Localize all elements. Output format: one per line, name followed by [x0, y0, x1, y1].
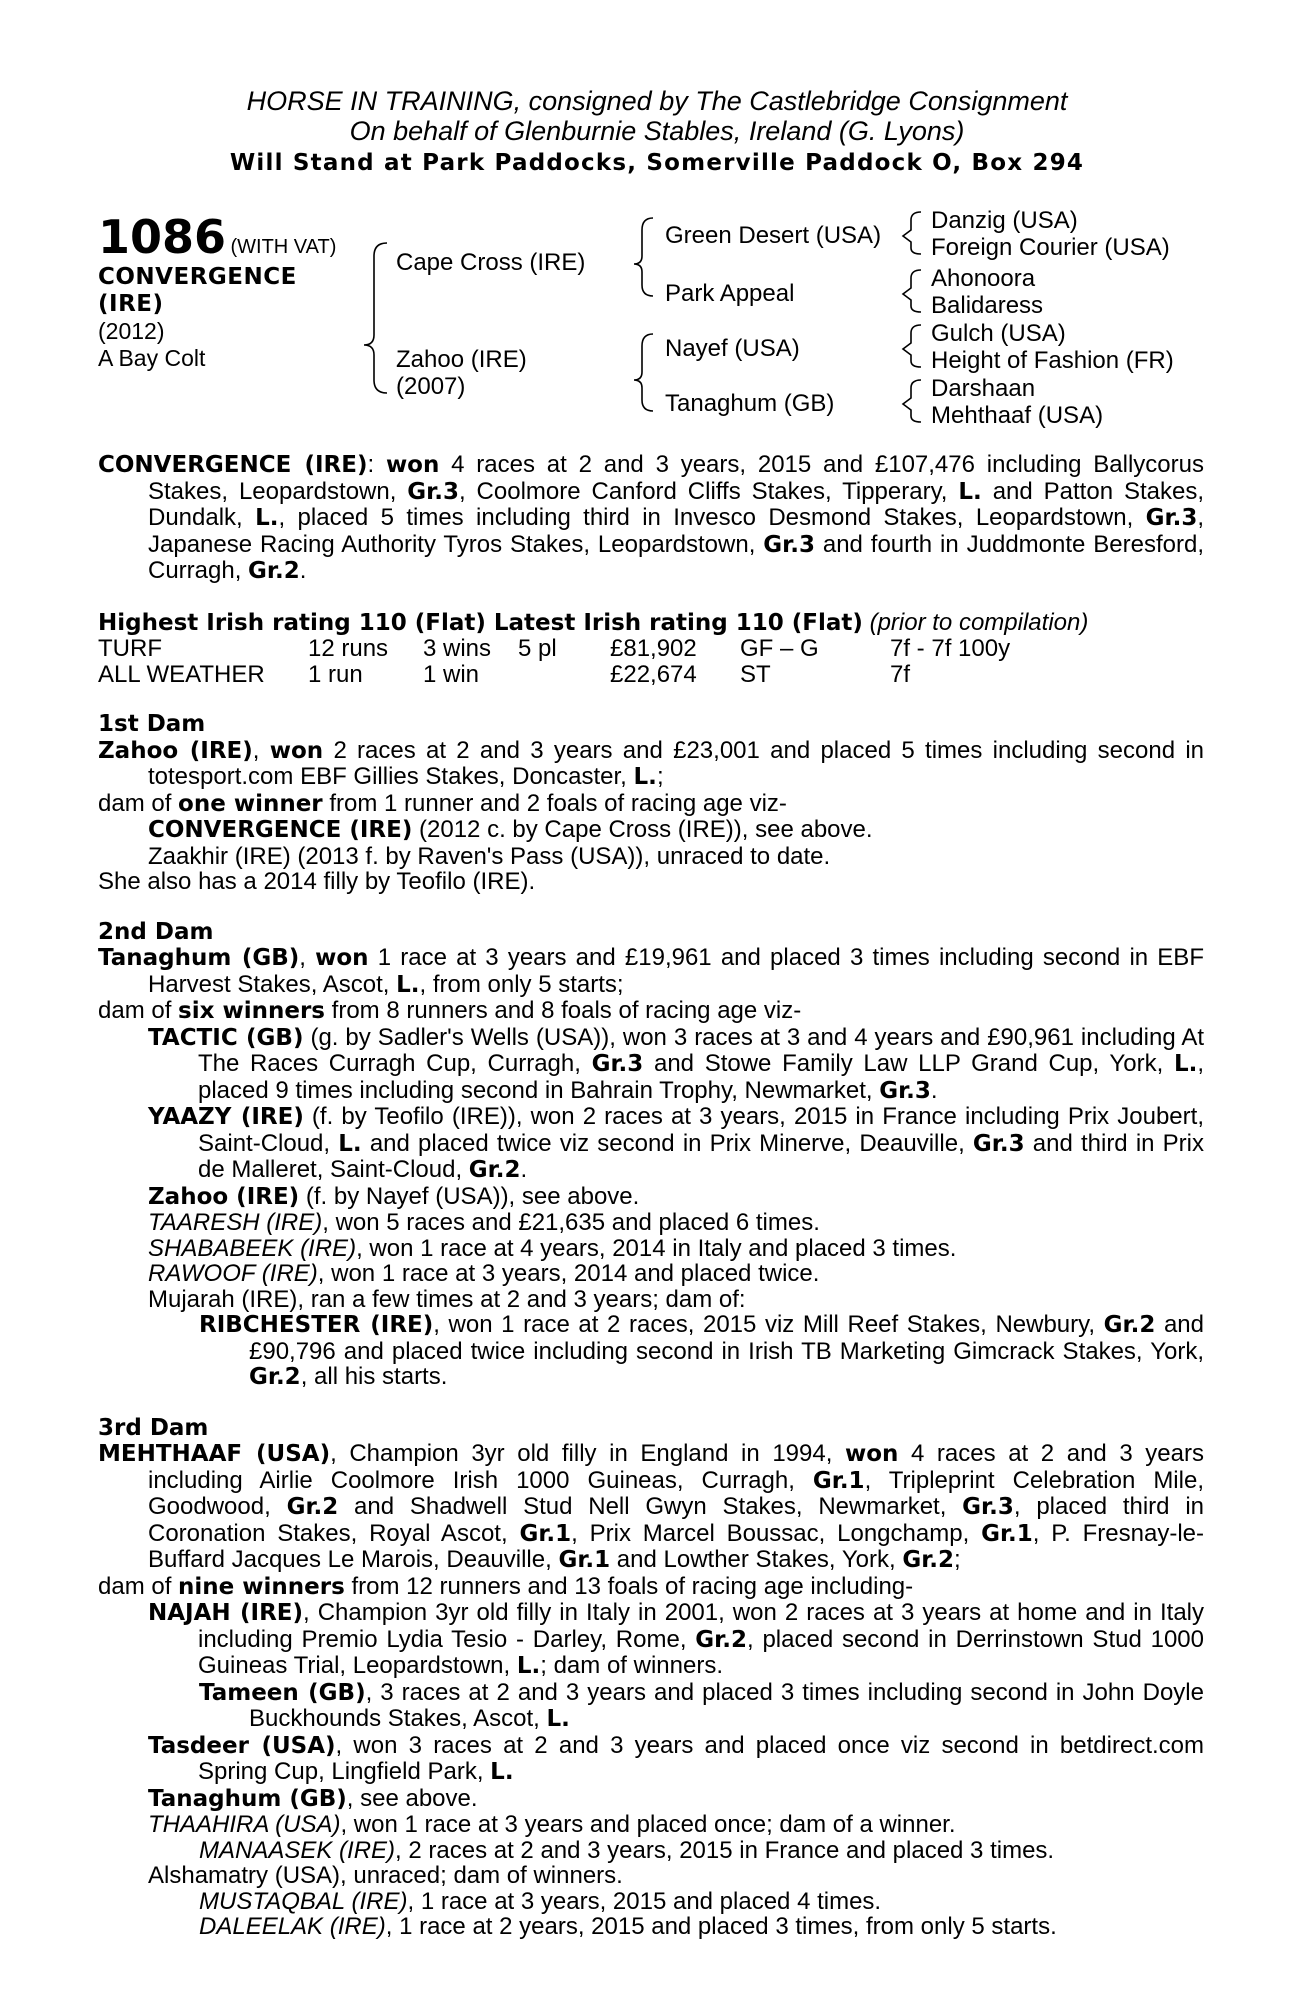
dam2-foal-rawoof: RAWOOF (IRE), won 1 race at 3 years, 2014 and placed twice.	[148, 1260, 820, 1287]
bracket-dam	[634, 334, 653, 411]
dam1-foal-2: Zaakhir (IRE) (2013 f. by Raven's Pass (USA)), unraced to date.	[148, 842, 831, 870]
pedigree-g5: Gulch (USA)	[931, 320, 1066, 347]
catalogue-body	[98, 452, 1204, 1940]
dam1-also: She also has a 2014 filly by Teofilo (IRE).	[98, 868, 536, 895]
dam3-foal-najah: NAJAH (IRE), Champion 3yr old filly in Italy in 2001, won 2 races at 3 years at home and in Italy including Premio Lydia Tesio - Darley, Rome, Gr.2, placed second in Derrinstown Stud 1000 Guineas Trial, Leopardstown, L.; dam of winners.	[148, 1599, 1204, 1679]
lot-description: A Bay Colt	[98, 345, 206, 371]
dam3-foal-thaahira: THAAHIRA (USA), won 1 race at 3 years and placed once; dam of a winner.	[148, 1811, 956, 1838]
lot-name-line-2: (IRE)	[98, 291, 164, 317]
dam2-foal-yaazy: YAAZY (IRE) (f. by Teofilo (IRE)), won 2 races at 3 years, 2015 in France including Prix Joubert, Saint-Cloud, L. and placed twice viz second in Prix Minerve, Deauville, Gr.3 and third in Prix de Malleret, Saint-Cloud, Gr.2.	[148, 1103, 1204, 1183]
summary-name: CONVERGENCE (IRE)	[98, 452, 368, 478]
lot-vat: (WITH VAT)	[230, 236, 337, 258]
dam2-foal-mujarah: Mujarah (IRE), ran a few times at 2 and 3 years; dam of:	[148, 1285, 746, 1313]
dam3-foal-alshamatry: Alshamatry (USA), unraced; dam of winners.	[148, 1862, 623, 1889]
dam3-heading: 3rd Dam	[98, 1414, 209, 1441]
pedigree-g7: Darshaan	[931, 375, 1036, 402]
pedigree-dam-year: (2007)	[396, 373, 466, 400]
bracket-g4	[903, 380, 921, 422]
lot-number: 1086	[98, 210, 227, 264]
pedigree-dam: Zahoo (IRE)	[396, 346, 527, 373]
dam3-grandfoal-manaasek: MANAASEK (IRE), 2 races at 2 and 3 years, 2015 in France and placed 3 times.	[199, 1836, 1055, 1864]
bracket-g2	[903, 270, 921, 312]
dam1-heading: 1st Dam	[98, 711, 206, 737]
ratings-row-turf: TURF 12 runs 3 wins 5 pl £81,902 GF – G 7f - 7f 100y	[98, 635, 1011, 662]
lot-year: (2012)	[98, 318, 165, 344]
bracket-g1	[903, 212, 921, 254]
pedigree-dam-sire: Nayef (USA)	[665, 335, 800, 362]
pedigree-g3: Ahonoora	[931, 265, 1036, 292]
pedigree-g4: Balidaress	[931, 292, 1044, 319]
pedigree-g6: Height of Fashion (FR)	[931, 347, 1174, 374]
header-line-3: Will Stand at Park Paddocks, Somerville Paddock O, Box 294	[229, 150, 1085, 176]
dam3-record: MEHTHAAF (USA), Champion 3yr old filly in England in 1994, won 4 races at 2 and 3 years including Airlie Coolmore Irish 1000 Guineas, Curragh, Gr.1, Tripleprint Celebration Mile, Goodwood, Gr.2 and Shadwell Stud Nell Gwyn Stakes, Newmarket, Gr.3, placed third in Coronation Stakes, Royal Ascot, Gr.1, Prix Marcel Boussac, Longchamp, Gr.1, P. Fresnay-le-Buffard Jacques Le Marois, Deauville, Gr.1 and Lowther Stakes, York, Gr.2;	[98, 1440, 1205, 1573]
dam3-produce-intro: dam of nine winners from 12 runners and 13 foals of racing age including-	[98, 1572, 914, 1600]
pedigree-dam-dam: Tanaghum (GB)	[665, 390, 835, 417]
dam2-heading: 2nd Dam	[98, 918, 214, 945]
dam2-record: Tanaghum (GB), won 1 race at 3 years and £19,961 and placed 3 times including second in EBF Harvest Stakes, Ascot, L., from only 5 starts;	[98, 944, 1204, 998]
dam3-grandfoal-tameen: Tameen (GB), 3 races at 2 and 3 years and placed 3 times including second in John Doyle Buckhounds Stakes, Ascot, L.	[199, 1678, 1204, 1732]
dam1-record: Zahoo (IRE), won 2 races at 2 and 3 years and £23,001 and placed 5 times including second in totesport.com EBF Gillies Stakes, Doncaster, L.;	[98, 736, 1205, 790]
dam1-foal-1: CONVERGENCE (IRE) (2012 c. by Cape Cross (IRE)), see above.	[148, 816, 873, 843]
dam2-foal-taaresh: TAARESH (IRE), won 5 races and £21,635 and placed 6 times.	[148, 1209, 820, 1236]
lot-name-line-1: CONVERGENCE	[98, 264, 297, 290]
dam3-foal-tanaghum: Tanaghum (GB), see above.	[148, 1784, 478, 1812]
pedigree-g2: Foreign Courier (USA)	[931, 234, 1170, 261]
ratings-heading: Highest Irish rating 110 (Flat) Latest Irish rating 110 (Flat) (prior to compilation)	[98, 608, 1089, 636]
bracket-gen1	[364, 243, 387, 393]
bracket-sire	[634, 218, 653, 296]
header-line-1: HORSE IN TRAINING, consigned by The Castlebridge Consignment	[246, 86, 1068, 116]
pedigree-g1: Danzig (USA)	[931, 207, 1078, 234]
ratings-row-all-weather: ALL WEATHER 1 run 1 win £22,674 ST 7f	[98, 660, 911, 688]
dam2-foal-tactic: TACTIC (GB) (g. by Sadler's Wells (USA)), won 3 races at 3 and 4 years and £90,961 including At The Races Curragh Cup, Curragh, Gr.3 and Stowe Family Law LLP Grand Cup, York, L., placed 9 times including second in Bahrain Trophy, Newmarket, Gr.3.	[148, 1023, 1205, 1104]
dam1-produce-intro: dam of one winner from 1 runner and 2 foals of racing age viz-	[98, 789, 787, 817]
dam2-foal-shababeek: SHABABEEK (IRE), won 1 race at 4 years, 2014 in Italy and placed 3 times.	[148, 1234, 957, 1262]
dam2-grandfoal-ribchester: RIBCHESTER (IRE), won 1 race at 2 races, 2015 viz Mill Reef Stakes, Newbury, Gr.2 and £90,796 and placed twice including second in Irish TB Marketing Gimcrack Stakes, York, Gr.2, all his starts.	[199, 1311, 1204, 1390]
dam2-produce-intro: dam of six winners from 8 runners and 8 foals of racing age viz-	[98, 997, 802, 1024]
summary-paragraph: CONVERGENCE (IRE): won 4 races at 2 and 3 years, 2015 and £107,476 including Ballycorus Stakes, Leopardstown, Gr.3, Coolmore Canford Cliffs Stakes, Tipperary, L. and Patton Stakes, Dundalk, L., placed 5 times including third in Invesco Desmond Stakes, Leopardstown, Gr.3, Japanese Racing Authority Tyros Stakes, Leopardstown, Gr.3 and fourth in Juddmonte Beresford, Curragh, Gr.2.	[98, 451, 1204, 584]
pedigree-g8: Mehthaaf (USA)	[931, 402, 1104, 429]
bracket-g3	[903, 325, 921, 367]
dam3-foal-tasdeer: Tasdeer (USA), won 3 races at 2 and 3 years and placed once viz second in betdirect.com Spring Cup, Lingfield Park, L.	[148, 1731, 1204, 1785]
dam3-grandfoal-daleelak: DALEELAK (IRE), 1 race at 2 years, 2015 and placed 3 times, from only 5 starts.	[199, 1913, 1057, 1940]
dam2-foal-zahoo: Zahoo (IRE) (f. by Nayef (USA)), see above.	[148, 1182, 640, 1210]
pedigree-sire: Cape Cross (IRE)	[396, 249, 586, 276]
pedigree-sire-sire: Green Desert (USA)	[665, 222, 882, 249]
header-line-2: On behalf of Glenburnie Stables, Ireland (G. Lyons)	[349, 116, 965, 146]
dam3-grandfoal-mustaqbal: MUSTAQBAL (IRE), 1 race at 3 years, 2015 and placed 4 times.	[199, 1887, 882, 1915]
summary-won: won	[385, 452, 440, 478]
ratings-table	[98, 636, 1010, 687]
pedigree-sire-dam: Park Appeal	[665, 280, 795, 307]
